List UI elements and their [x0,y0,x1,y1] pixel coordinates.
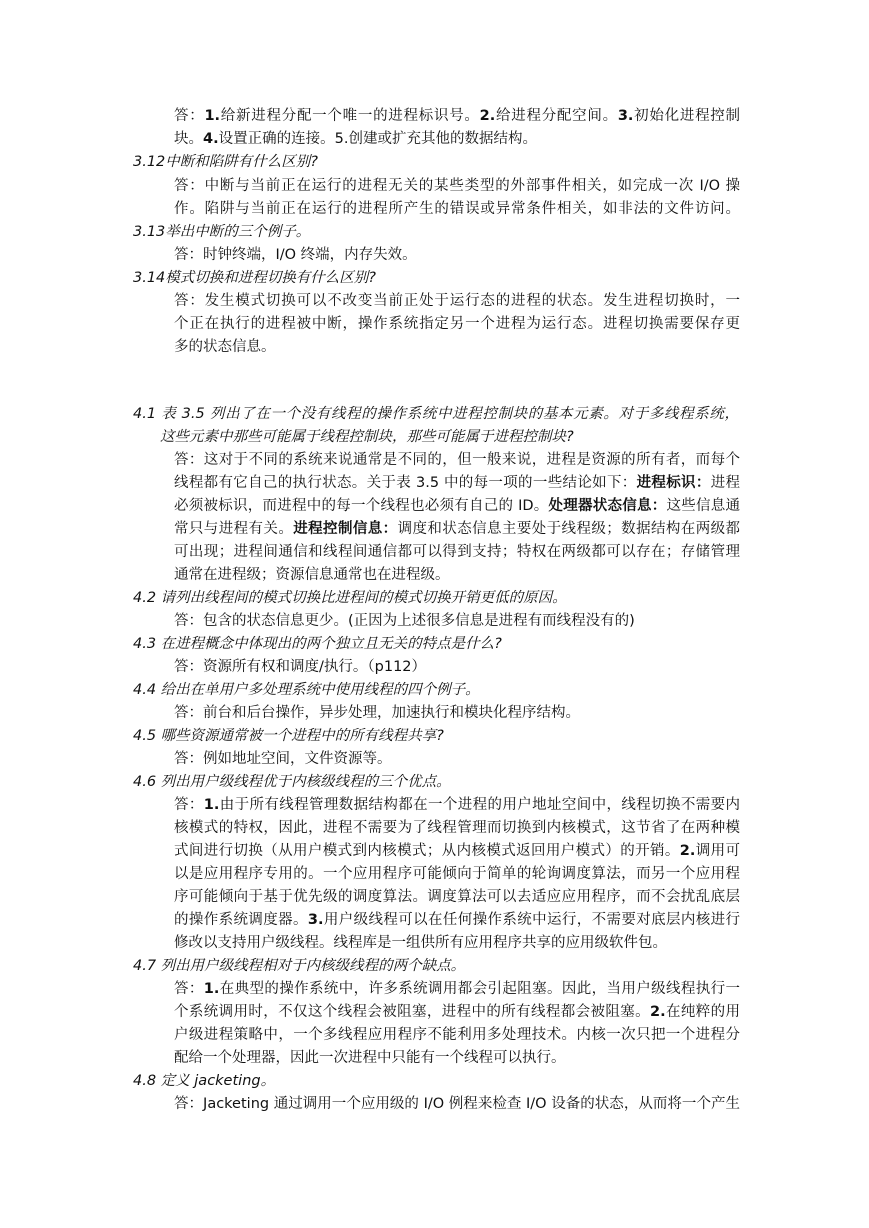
question-line: 4.4 给出在单用户多处理系统中使用线程的四个例子。 [133,682,480,698]
answer-line: 可出现；进程间通信和线程间通信都可以得到支持；特权在两级都可以存在；存储管理 [174,544,740,560]
answer-line: 答：中断与当前正在运行的进程无关的某些类型的外部事件相关，如完成一次 I/O 操 [174,178,740,194]
answer-line: 修改以支持用户级线程。线程库是一组供所有应用程序共享的应用级软件包。 [174,935,667,951]
answer-line: 核模式的特权，因此，进程不需要为了线程管理而切换到内核模式，这节省了在两种模 [174,820,740,836]
answer-line: 序可能倾向于基于优先级的调度算法。调度算法可以去适应应用程序，而不会扰乱底层 [174,889,740,905]
answer-line: 多的状态信息。 [174,339,276,355]
answer-line: 以是应用程序专用的。一个应用程序可能倾向于简单的轮询调度算法，而另一个应用程 [174,866,740,882]
answer-line: 答：资源所有权和调度/执行。（p112） [174,659,427,675]
question-line: 4.5 哪些资源通常被一个进程中的所有线程共享? [133,728,444,744]
question-line: 4.8 定义 jacketing。 [133,1073,276,1089]
answer-line: 配给一个处理器，因此一次进程中只能有一个线程可以执行。 [174,1050,566,1066]
question-line: 4.3 在进程概念中体现出的两个独立且无关的特点是什么? [133,636,502,652]
question-line: 4.7 列出用户级线程相对于内核级线程的两个缺点。 [133,958,466,974]
answer-line: 的操作系统调度器。3.用户级线程可以在任何操作系统中运行，不需要对底层内核进行 [174,912,741,928]
question-line: 4.2 请列出线程间的模式切换比进程间的模式切换开销更低的原因。 [133,590,567,606]
answer-line: 答：例如地址空间，文件资源等。 [174,751,392,767]
answer-line: 户级进程策略中，一个多线程应用程序不能利用多处理技术。内核一次只把一个进程分 [174,1027,740,1043]
answer-line: 个系统调用时，不仅这个线程会被阻塞，进程中的所有线程都会被阻塞。2.在纯粹的用 [174,1004,741,1020]
answer-line: 答：1.在典型的操作系统中，许多系统调用都会引起阻塞。因此，当用户级线程执行一 [174,981,741,997]
answer-line: 答：发生模式切换可以不改变当前正处于运行态的进程的状态。发生进程切换时，一 [174,293,740,309]
answer-line: 答：时钟终端，I/O 终端，内存失效。 [174,247,417,263]
question-line: 3.12中断和陷阱有什么区别? [133,154,318,170]
answer-line: 线程都有它自己的执行状态。关于表 3.5 中的每一项的一些结论如下：进程标识：进程 [174,475,741,491]
question-line: 3.13举出中断的三个例子。 [133,224,311,240]
answer-line: 块。4.设置正确的连接。5.创建或扩充其他的数据结构。 [174,131,537,147]
answer-line: 答：前台和后台操作，异步处理，加速执行和模块化程序结构。 [174,705,580,721]
answer-line: 答：包含的状态信息更少。(正因为上述很多信息是进程有而线程没有的) [174,613,635,629]
answer-line: 必须被标识，而进程中的每一个线程也必须有自己的 ID。处理器状态信息：这些信息通 [174,498,741,514]
answer-line: 答：Jacketing 通过调用一个应用级的 I/O 例程来检查 I/O 设备的状态，从而将一个产生 [174,1096,740,1112]
answer-line: 答：1.由于所有线程管理数据结构都在一个进程的用户地址空间中，线程切换不需要内 [174,797,741,813]
answer-line: 常只与进程有关。进程控制信息：调度和状态信息主要处于线程级；数据结构在两级都 [174,521,741,537]
answer-line: 个正在执行的进程被中断，操作系统指定另一个进程为运行态。进程切换需要保存更 [174,316,740,332]
answer-line: 作。陷阱与当前正在运行的进程所产生的错误或异常条件相关，如非法的文件访问。 [174,201,740,217]
question-line: 4.6 列出用户级线程优于内核级线程的三个优点。 [133,774,451,790]
question-line: 4.1 表 3.5 列出了在一个没有线程的操作系统中进程控制块的基本元素。对于多线程系统， [133,406,739,422]
answer-line: 通常在进程级；资源信息通常也在进程级。 [174,567,450,583]
answer-line: 式间进行切换（从用户模式到内核模式；从内核模式返回用户模式）的开销。2.调用可 [174,843,741,859]
answer-line: 答：1.给新进程分配一个唯一的进程标识号。2.给进程分配空间。3.初始化进程控制 [174,108,741,124]
question-line: 3.14模式切换和进程切换有什么区别? [133,270,376,286]
answer-line: 答：这对于不同的系统来说通常是不同的，但一般来说，进程是资源的所有者，而每个 [174,452,740,468]
question-line: 这些元素中那些可能属于线程控制块，那些可能属于进程控制块? [160,429,574,445]
